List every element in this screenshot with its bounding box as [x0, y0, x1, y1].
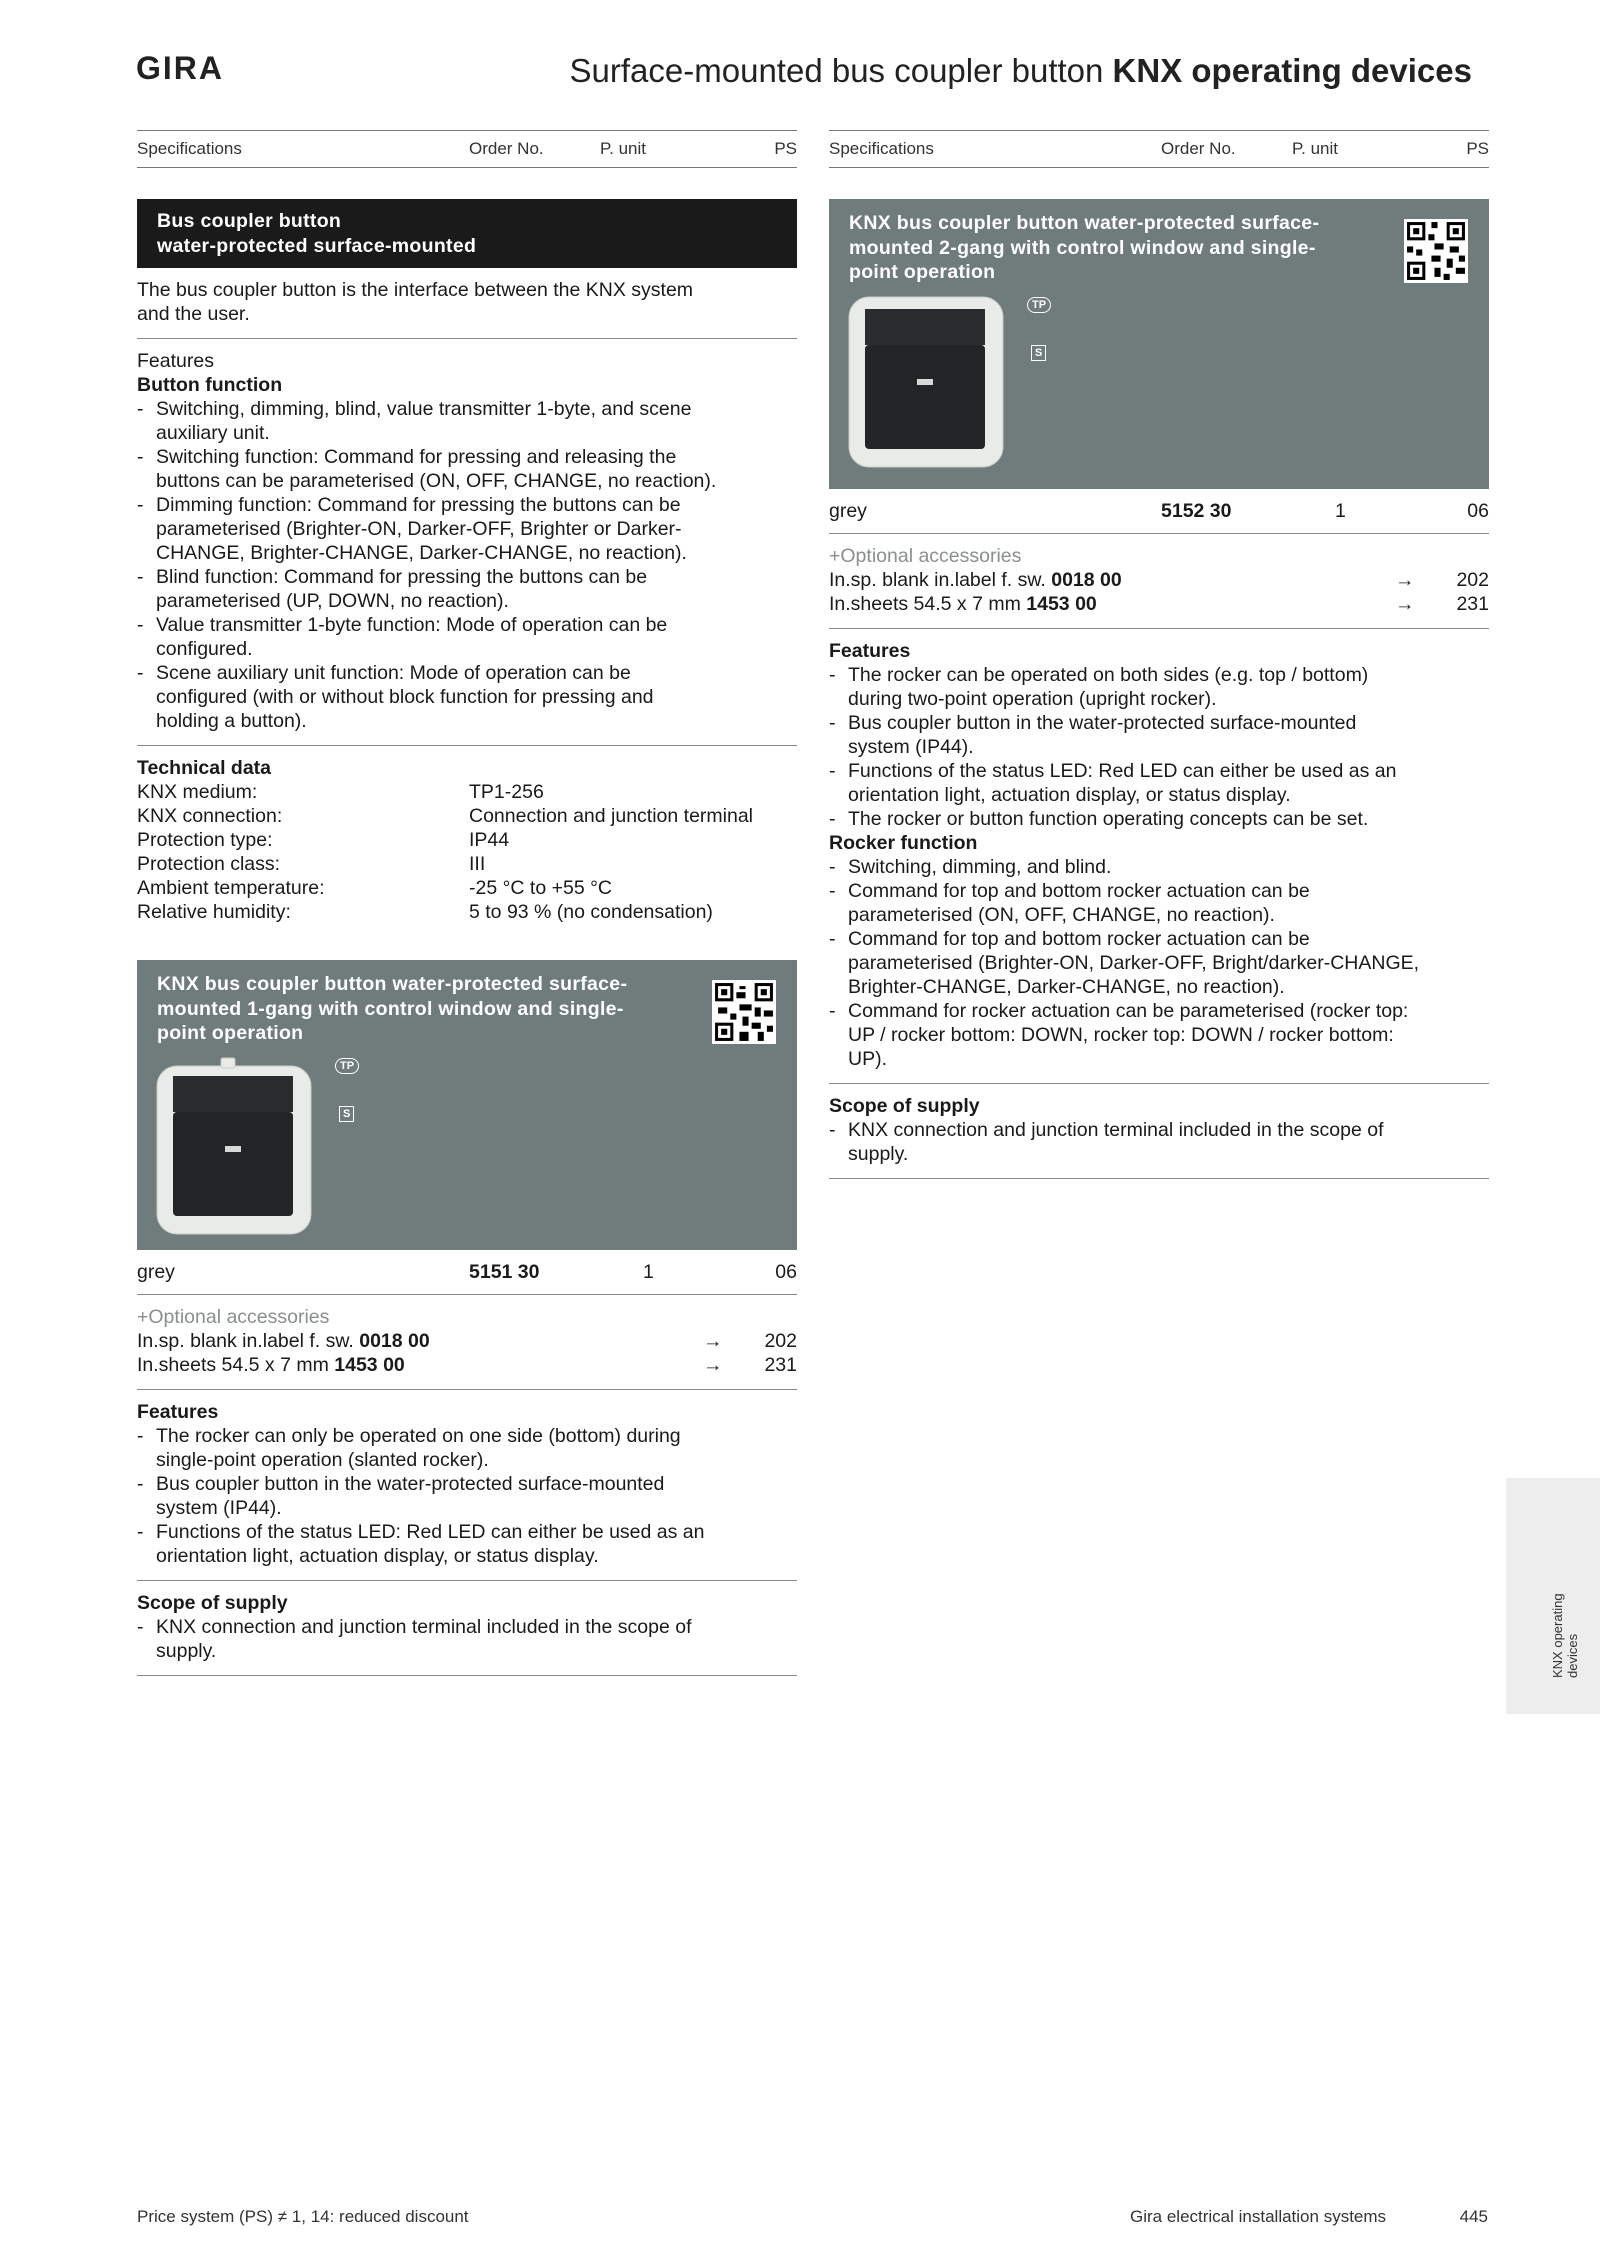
intro-line: and the user.: [137, 303, 250, 325]
technical-data-heading: Technical data: [137, 757, 272, 779]
list-item: - The rocker can only be operated on one side (bottom) during single-point operation (slanted rocker).: [137, 1424, 797, 1472]
arrow-right-icon: →: [1395, 569, 1415, 591]
tech-row: Relative humidity: 5 to 93 % (no condensation): [137, 901, 713, 923]
button-function-list: [137, 397, 797, 733]
product-card-1gang: [137, 960, 797, 1250]
s-symbol: S: [339, 1106, 354, 1122]
features-heading: Features: [137, 350, 214, 372]
list-item: - Value transmitter 1-byte function: Mode of operation can be configured.: [137, 613, 797, 661]
spec-cell: grey: [829, 500, 867, 522]
scope-list: [829, 1118, 1489, 1166]
ps-cell: 06: [1467, 500, 1489, 522]
page-title: [570, 52, 1472, 90]
rocker-function-heading: Rocker function: [829, 832, 978, 854]
col-order-header: Order No.: [469, 139, 544, 158]
divider: [137, 1580, 797, 1581]
page-title-light: Surface-mounted bus coupler button: [569, 52, 1104, 89]
left-column: [137, 130, 797, 1676]
list-item: - Scene auxiliary unit function: Mode of operation can be configured (with or without block function for pressing and holding a button).: [137, 661, 797, 733]
col-ps-header: PS: [1466, 139, 1489, 158]
product-row-2gang: [829, 497, 1489, 527]
list-item: - Switching, dimming, blind, value transmitter 1-byte, and scene auxiliary unit.: [137, 397, 797, 445]
page-ref-link[interactable]: 231: [1456, 593, 1489, 615]
page-ref-link[interactable]: 202: [764, 1330, 797, 1352]
features-heading: Features: [829, 640, 911, 662]
tech-row: Protection type: IP44: [137, 829, 510, 851]
divider: [829, 533, 1489, 534]
col-ps-header: PS: [774, 139, 797, 158]
intro-text: [137, 278, 797, 326]
page-title-bold: KNX operating devices: [1112, 52, 1472, 89]
accessory-row: In.sheets 54.5 x 7 mm 1453 00 → 231: [137, 1354, 797, 1376]
intro-line: The bus coupler button is the interface between the KNX system: [137, 279, 694, 301]
plus-icon: +: [829, 545, 841, 567]
col-spec-header: Specifications: [137, 139, 242, 158]
divider: [137, 745, 797, 746]
arrow-right-icon: →: [703, 1354, 723, 1376]
technical-data-table: [137, 780, 797, 924]
page-number: 445: [1459, 2207, 1488, 2226]
list-item: - Blind function: Command for pressing the buttons can be parameterised (UP, DOWN, no reaction).: [137, 565, 797, 613]
divider: [829, 628, 1489, 629]
bus-coupler-1gang-image: [155, 1056, 315, 1238]
list-item: - Bus coupler button in the water-protected surface-mounted system (IP44).: [137, 1472, 797, 1520]
side-tab-label: KNX operating devices: [1550, 1593, 1580, 1678]
order-number: 5151 30: [469, 1261, 540, 1283]
right-column: [829, 130, 1489, 1179]
page-ref-link[interactable]: 231: [764, 1354, 797, 1376]
tech-row: Protection class: III: [137, 853, 486, 875]
list-item: - The rocker can be operated on both sides (e.g. top / bottom) during two-point operation (upright rocker).: [829, 663, 1489, 711]
list-item: - KNX connection and junction terminal included in the scope of supply.: [137, 1615, 797, 1663]
list-item: - Functions of the status LED: Red LED can either be used as an orientation light, actuation display, or status display.: [829, 759, 1489, 807]
divider: [137, 338, 797, 339]
tech-row: KNX connection: Connection and junction terminal: [137, 805, 754, 827]
accessory-row: In.sp. blank in.label f. sw. 0018 00 → 202: [137, 1330, 797, 1352]
page-ref-link[interactable]: 202: [1456, 569, 1489, 591]
divider: [137, 1294, 797, 1295]
tp-symbol: TP: [335, 1058, 359, 1074]
product-card-2gang: [829, 199, 1489, 489]
features-list: [137, 1424, 797, 1568]
list-item: - KNX connection and junction terminal included in the scope of supply.: [829, 1118, 1489, 1166]
s-symbol: S: [1031, 345, 1046, 361]
list-item: - Dimming function: Command for pressing the buttons can be parameterised (Brighter-ON, Darker-OFF, Brighter or Darker- CHANGE, Brighter-CHANGE, Darker-CHANGE, no reaction).: [137, 493, 797, 565]
footer-price-note: Price system (PS) ≠ 1, 14: reduced discount: [137, 2207, 469, 2226]
unit-cell: 1: [643, 1261, 654, 1283]
divider: [137, 1675, 797, 1676]
arrow-right-icon: →: [703, 1330, 723, 1352]
ps-cell: 06: [775, 1261, 797, 1283]
accessory-row: In.sheets 54.5 x 7 mm 1453 00 → 231: [829, 593, 1489, 615]
scope-heading: Scope of supply: [137, 1592, 288, 1614]
tech-row: KNX medium: TP1-256: [137, 781, 544, 803]
scope-list: [137, 1615, 797, 1663]
scope-heading: Scope of supply: [829, 1095, 980, 1117]
qr-code-icon: [1404, 219, 1468, 283]
bus-coupler-2gang-image: [847, 295, 1007, 477]
product-title: KNX bus coupler button water-protected surface- mounted 2-gang with control window and single- point operation: [849, 212, 1320, 283]
optional-accessories-heading: +Optional accessories: [137, 1306, 330, 1328]
order-number: 5152 30: [1161, 500, 1232, 522]
list-item: - Functions of the status LED: Red LED can either be used as an orientation light, actuation display, or status display.: [137, 1520, 797, 1568]
list-item: - Command for top and bottom rocker actuation can be parameterised (Brighter-ON, Darker-OFF, Bright/darker-CHANGE, Brighter-CHANGE, Darker-CHANGE, no reaction).: [829, 927, 1489, 999]
list-item: - Command for rocker actuation can be parameterised (rocker top: UP / rocker bottom: DOWN, rocker top: DOWN / rocker bottom: UP).: [829, 999, 1489, 1071]
tp-symbol: TP: [1027, 297, 1051, 313]
section-title-box: [137, 199, 797, 268]
section-title-line: Bus coupler button: [157, 210, 342, 232]
product-row-1gang: [137, 1258, 797, 1288]
unit-cell: 1: [1335, 500, 1346, 522]
tech-row: Ambient temperature: -25 °C to +55 °C: [137, 877, 612, 899]
column-header-right: [829, 130, 1489, 168]
list-item: - Bus coupler button in the water-protected surface-mounted system (IP44).: [829, 711, 1489, 759]
list-item: - Switching, dimming, and blind.: [829, 855, 1489, 879]
qr-code-icon: [712, 980, 776, 1044]
rocker-function-list: [829, 855, 1489, 1071]
divider: [137, 1389, 797, 1390]
side-tab-knx-operating-devices[interactable]: [1506, 1478, 1600, 1714]
optional-accessories-heading: +Optional accessories: [829, 545, 1022, 567]
list-item: - Command for top and bottom rocker actuation can be parameterised (ON, OFF, CHANGE, no reaction).: [829, 879, 1489, 927]
footer-publication: Gira electrical installation systems: [1130, 2207, 1387, 2226]
spec-cell: grey: [137, 1261, 175, 1283]
features-list: [829, 663, 1489, 831]
list-item: - Switching function: Command for pressing and releasing the buttons can be parameterised (ON, OFF, CHANGE, no reaction).: [137, 445, 797, 493]
arrow-right-icon: →: [1395, 593, 1415, 615]
product-title: KNX bus coupler button water-protected surface- mounted 1-gang with control window and single- point operation: [157, 973, 628, 1044]
column-header-left: [137, 130, 797, 168]
features-heading: Features: [137, 1401, 219, 1423]
list-item: - The rocker or button function operating concepts can be set.: [829, 807, 1489, 831]
divider: [829, 1178, 1489, 1179]
col-unit-header: P. unit: [1292, 139, 1339, 158]
button-function-heading: Button function: [137, 374, 283, 396]
gira-logo: GIRA: [136, 50, 224, 86]
col-unit-header: P. unit: [600, 139, 647, 158]
col-spec-header: Specifications: [829, 139, 934, 158]
section-title-line: water-protected surface-mounted: [157, 234, 477, 257]
col-order-header: Order No.: [1161, 139, 1236, 158]
plus-icon: +: [137, 1306, 149, 1328]
accessory-row: In.sp. blank in.label f. sw. 0018 00 → 202: [829, 569, 1489, 591]
divider: [829, 1083, 1489, 1084]
